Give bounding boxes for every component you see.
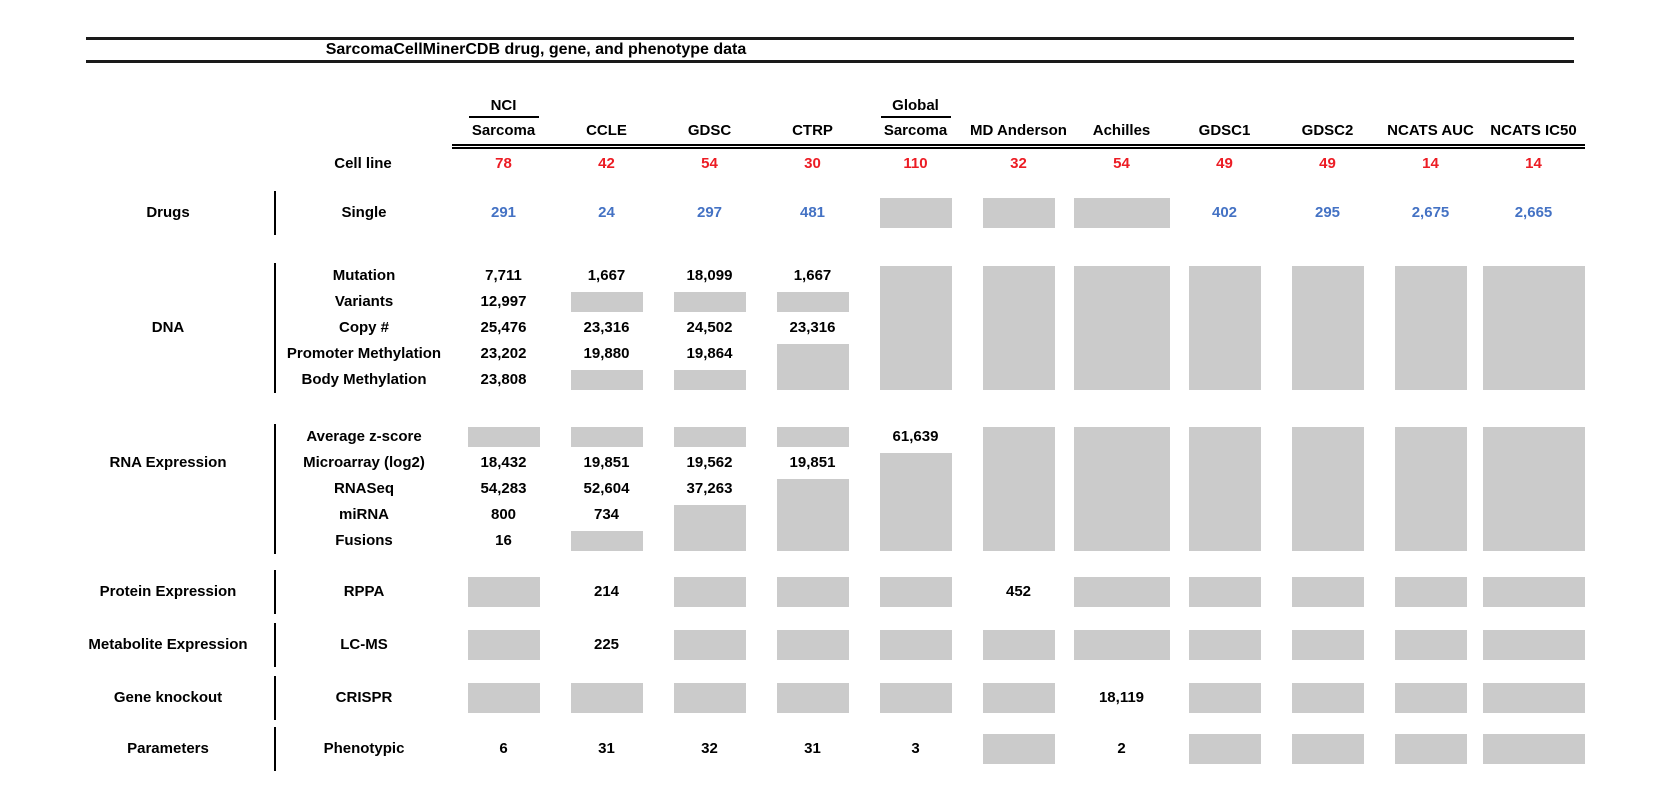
no-data-box xyxy=(983,198,1055,228)
no-data-box xyxy=(571,531,643,551)
no-data-box xyxy=(1483,683,1585,713)
no-data-box xyxy=(1292,266,1364,390)
cell-line-count: 78 xyxy=(495,154,512,172)
column-header-top xyxy=(452,93,555,119)
category-label: Parameters xyxy=(127,739,209,757)
category-label: Protein Expression xyxy=(99,582,237,600)
cell-line-count: 54 xyxy=(701,154,718,172)
no-data-box xyxy=(1074,266,1170,390)
data-availability-table xyxy=(62,93,1585,771)
category-label: Gene knockout xyxy=(113,688,223,706)
row-label: LC-MS xyxy=(274,623,452,667)
value-cell: 61,639 xyxy=(892,427,939,445)
row-label: Phenotypic xyxy=(274,727,452,771)
value-cell: 54,283 xyxy=(480,479,527,497)
column-header: Achilles xyxy=(1070,119,1173,149)
no-data-box xyxy=(674,505,746,551)
no-data-box xyxy=(777,427,849,447)
table-header xyxy=(62,93,1585,179)
cell-line-count: 49 xyxy=(1319,154,1336,172)
value-cell: 52,604 xyxy=(583,479,630,497)
no-data-box xyxy=(571,292,643,312)
no-data-box xyxy=(1395,630,1467,660)
no-data-box xyxy=(674,683,746,713)
column-header-top-underlined: NCI xyxy=(469,98,539,119)
row-label: CRISPR xyxy=(274,676,452,720)
category-label: RNA Expression xyxy=(109,453,227,471)
column-header: MD Anderson xyxy=(967,119,1070,149)
no-data-box xyxy=(1483,734,1585,764)
value-cell: 23,808 xyxy=(480,370,527,388)
row-label: Microarray (log2) xyxy=(274,450,452,476)
cell-line-count: 54 xyxy=(1113,154,1130,172)
value-cell: 2 xyxy=(1117,739,1126,757)
no-data-box xyxy=(983,266,1055,390)
value-cell: 12,997 xyxy=(480,292,527,310)
no-data-box xyxy=(1483,577,1585,607)
value-cell: 2,665 xyxy=(1514,203,1553,221)
column-header: GDSC xyxy=(658,119,761,149)
no-data-box xyxy=(674,370,746,390)
no-data-box xyxy=(777,292,849,312)
value-cell: 452 xyxy=(1005,582,1032,600)
no-data-box xyxy=(674,630,746,660)
no-data-box xyxy=(468,577,540,607)
column-header-top xyxy=(864,93,967,119)
group-gene-knockout xyxy=(62,676,1585,720)
no-data-box xyxy=(1292,630,1364,660)
no-data-box xyxy=(571,683,643,713)
value-cell: 24 xyxy=(598,203,615,221)
column-header: Sarcoma xyxy=(864,119,967,149)
figure-title: SarcomaCellMinerCDB drug, gene, and phenotype data xyxy=(325,41,747,58)
column-header-top-underlined: Global xyxy=(881,98,951,119)
no-data-box xyxy=(674,577,746,607)
value-cell: 23,316 xyxy=(789,318,836,336)
value-cell: 291 xyxy=(490,203,517,221)
value-cell: 734 xyxy=(593,505,620,523)
value-cell: 1,667 xyxy=(587,266,626,284)
no-data-box xyxy=(1395,734,1467,764)
no-data-box xyxy=(1395,577,1467,607)
category-label: Metabolite Expression xyxy=(88,635,248,653)
value-cell: 1,667 xyxy=(793,266,832,284)
no-data-box xyxy=(1189,266,1261,390)
cell-line-count: 30 xyxy=(804,154,821,172)
no-data-box xyxy=(1189,630,1261,660)
column-header: GDSC2 xyxy=(1276,119,1379,149)
value-cell: 18,099 xyxy=(686,266,733,284)
no-data-box xyxy=(468,683,540,713)
row-label: Body Methylation xyxy=(274,367,452,393)
no-data-box xyxy=(880,266,952,390)
no-data-box xyxy=(880,198,952,228)
no-data-box xyxy=(777,577,849,607)
no-data-box xyxy=(1395,427,1467,551)
row-label: Fusions xyxy=(274,528,452,554)
value-cell: 19,851 xyxy=(789,453,836,471)
group-parameters xyxy=(62,727,1585,771)
no-data-box xyxy=(777,630,849,660)
value-cell: 37,263 xyxy=(686,479,733,497)
row-label: RPPA xyxy=(274,570,452,614)
no-data-box xyxy=(571,427,643,447)
no-data-box xyxy=(1189,577,1261,607)
no-data-box xyxy=(1189,427,1261,551)
value-cell: 18,432 xyxy=(480,453,527,471)
no-data-box xyxy=(1074,630,1170,660)
value-cell: 214 xyxy=(593,582,620,600)
value-cell: 19,562 xyxy=(686,453,733,471)
column-header: GDSC1 xyxy=(1173,119,1276,149)
no-data-box xyxy=(468,427,540,447)
no-data-box xyxy=(777,479,849,551)
row-label-cell-line: Cell line xyxy=(334,154,392,172)
no-data-box xyxy=(468,630,540,660)
value-cell: 19,880 xyxy=(583,344,630,362)
no-data-box xyxy=(777,683,849,713)
no-data-box xyxy=(1074,577,1170,607)
cell-line-count: 110 xyxy=(903,154,928,172)
value-cell: 297 xyxy=(696,203,723,221)
no-data-box xyxy=(1292,577,1364,607)
no-data-box xyxy=(777,344,849,390)
value-cell: 6 xyxy=(499,739,508,757)
value-cell: 23,316 xyxy=(583,318,630,336)
cell-line-count: 42 xyxy=(598,154,615,172)
no-data-box xyxy=(1483,266,1585,390)
row-label: Average z-score xyxy=(274,424,452,450)
no-data-box xyxy=(880,683,952,713)
value-cell: 23,202 xyxy=(480,344,527,362)
no-data-box xyxy=(1292,734,1364,764)
cell-line-count: 32 xyxy=(1010,154,1027,172)
value-cell: 7,711 xyxy=(485,266,522,284)
row-label: Promoter Methylation xyxy=(274,341,452,367)
no-data-box xyxy=(880,577,952,607)
row-label: Single xyxy=(274,191,452,235)
category-label: Drugs xyxy=(146,203,190,221)
row-label: miRNA xyxy=(274,502,452,528)
no-data-box xyxy=(983,734,1055,764)
column-header: CTRP xyxy=(761,119,864,149)
column-header: CCLE xyxy=(555,119,658,149)
column-header: NCATS AUC xyxy=(1379,119,1482,149)
no-data-box xyxy=(1189,683,1261,713)
no-data-box xyxy=(1189,734,1261,764)
value-cell: 2,675 xyxy=(1411,203,1450,221)
row-label: Variants xyxy=(274,289,452,315)
no-data-box xyxy=(983,630,1055,660)
no-data-box xyxy=(674,292,746,312)
group-drugs xyxy=(62,191,1585,235)
value-cell: 19,851 xyxy=(583,453,630,471)
value-cell: 24,502 xyxy=(686,318,733,336)
column-header: NCATS IC50 xyxy=(1482,119,1585,149)
cell-line-count: 49 xyxy=(1216,154,1233,172)
value-cell: 18,119 xyxy=(1098,688,1145,706)
value-cell: 32 xyxy=(701,739,718,757)
no-data-box xyxy=(1483,427,1585,551)
no-data-box xyxy=(1074,427,1170,551)
value-cell: 31 xyxy=(598,739,615,757)
column-header: Sarcoma xyxy=(452,119,555,149)
no-data-box xyxy=(983,427,1055,551)
group-rna-expression xyxy=(62,424,1585,554)
no-data-box xyxy=(1395,266,1467,390)
no-data-box xyxy=(571,370,643,390)
no-data-box xyxy=(1483,630,1585,660)
cell-line-count: 14 xyxy=(1525,154,1542,172)
title-rule-bottom xyxy=(86,60,1574,63)
group-metabolite-expression xyxy=(62,623,1585,667)
no-data-box xyxy=(880,630,952,660)
value-cell: 31 xyxy=(804,739,821,757)
no-data-box xyxy=(1292,683,1364,713)
value-cell: 481 xyxy=(799,203,826,221)
value-cell: 295 xyxy=(1314,203,1341,221)
value-cell: 19,864 xyxy=(686,344,733,362)
value-cell: 3 xyxy=(911,739,920,757)
value-cell: 25,476 xyxy=(480,318,527,336)
no-data-box xyxy=(674,427,746,447)
value-cell: 225 xyxy=(593,635,620,653)
no-data-box xyxy=(1292,427,1364,551)
value-cell: 16 xyxy=(495,531,512,549)
category-label: DNA xyxy=(151,318,185,336)
row-label: Mutation xyxy=(274,263,452,289)
value-cell: 800 xyxy=(490,505,517,523)
value-cell: 402 xyxy=(1211,203,1238,221)
no-data-box xyxy=(1395,683,1467,713)
cell-line-count: 14 xyxy=(1422,154,1439,172)
group-dna xyxy=(62,263,1585,393)
no-data-box xyxy=(880,453,952,551)
row-label: RNASeq xyxy=(274,476,452,502)
row-label: Copy # xyxy=(274,315,452,341)
no-data-box xyxy=(983,683,1055,713)
group-protein-expression xyxy=(62,570,1585,614)
no-data-box xyxy=(1074,198,1170,228)
